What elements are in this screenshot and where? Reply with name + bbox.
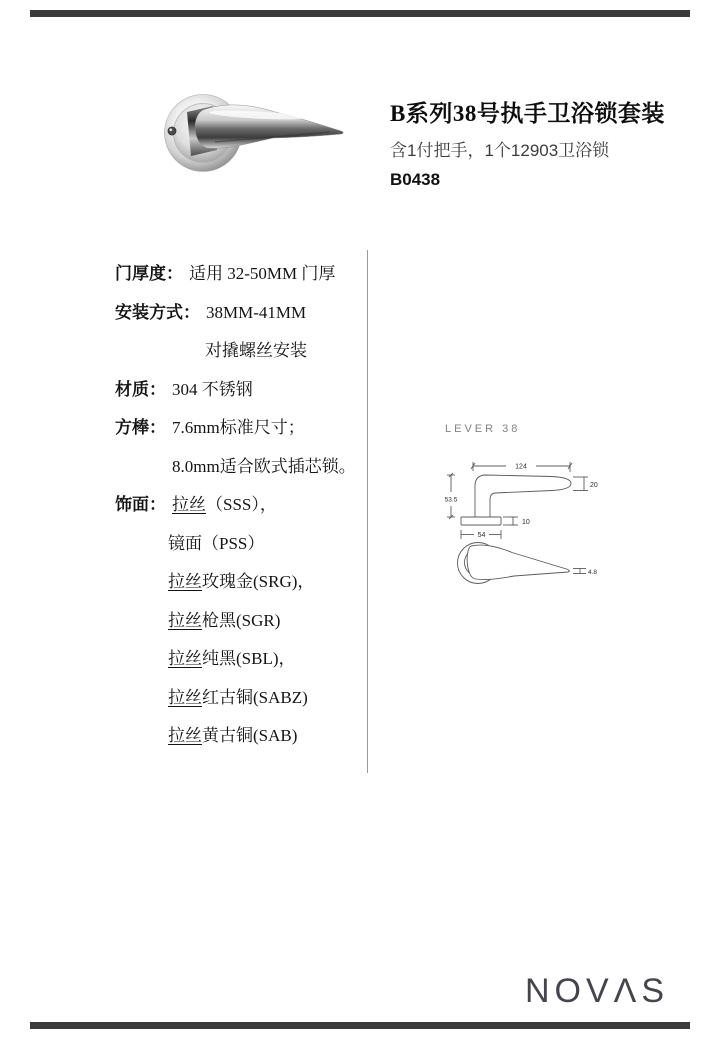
spec-text: 黄古铜(SAB) <box>202 726 298 745</box>
product-photo-lever-handle <box>145 72 355 192</box>
spec-row <box>115 486 365 525</box>
spec-text: 304 不锈钢 <box>172 379 253 399</box>
product-subtitle: 含1付把手，1个12903卫浴锁 <box>390 141 610 160</box>
spec-row <box>115 602 365 641</box>
spec-text: 8.0mm适合欧式插芯锁。 <box>172 456 356 476</box>
dim-rose-diameter: 54 <box>477 532 486 539</box>
spec-row <box>115 332 365 371</box>
spec-row <box>115 679 365 718</box>
spec-row <box>115 255 365 294</box>
column-divider <box>367 250 368 773</box>
spec-row <box>115 525 365 564</box>
dim-tip-thickness: 4.8 <box>588 569 598 576</box>
spec-text: 拉丝 <box>168 610 202 630</box>
spec-text: 拉丝 <box>168 572 202 591</box>
spec-label: 门厚度： <box>115 264 183 283</box>
dim-length: 124 <box>515 463 527 471</box>
top-rule <box>30 10 690 17</box>
spec-text: 拉丝 <box>168 726 202 745</box>
spec-label: 饰面： <box>115 495 166 514</box>
spec-text: 镜面（PSS） <box>168 533 265 553</box>
spec-label: 方棒： <box>115 418 166 437</box>
spec-text: 拉丝 <box>172 495 206 514</box>
spec-text: 适用 32-50MM 门厚 <box>189 264 336 283</box>
spec-row <box>115 563 365 602</box>
brand-logo: NOVΛS <box>525 972 670 1010</box>
product-title: B系列38号执手卫浴锁套装 <box>390 101 665 126</box>
spec-text: 玫瑰金(SRG)， <box>202 572 315 591</box>
dim-rose-thickness: 10 <box>522 519 530 526</box>
spec-text: 枪黑(SGR) <box>202 610 281 630</box>
spec-row <box>115 448 365 487</box>
spec-text: 对撬螺丝安装 <box>205 341 307 360</box>
drawing-title: LEVER 38 <box>445 423 521 435</box>
technical-drawing <box>440 450 620 600</box>
bottom-rule <box>30 1022 690 1029</box>
spec-text: 拉丝 <box>168 649 202 668</box>
spec-list <box>115 255 365 756</box>
dim-grip-width: 20 <box>590 482 598 489</box>
spec-text: 纯黑(SBL)， <box>202 649 296 668</box>
spec-label: 安装方式： <box>115 302 200 322</box>
spec-row <box>115 371 365 410</box>
spec-row <box>115 717 365 756</box>
spec-text: 7.6mm标准尺寸； <box>172 418 305 437</box>
spec-row <box>115 294 365 333</box>
spec-text: 红古铜(SABZ) <box>202 687 308 707</box>
spec-row <box>115 640 365 679</box>
spec-text: 38MM-41MM <box>206 302 307 322</box>
spec-text: （SSS）， <box>206 495 277 514</box>
product-header <box>390 100 702 190</box>
spec-label: 材质： <box>115 379 166 399</box>
dim-height: 53.5 <box>444 496 458 504</box>
product-model-code: B0438 <box>390 170 441 189</box>
spec-row <box>115 409 365 448</box>
spec-text: 拉丝 <box>168 687 202 707</box>
